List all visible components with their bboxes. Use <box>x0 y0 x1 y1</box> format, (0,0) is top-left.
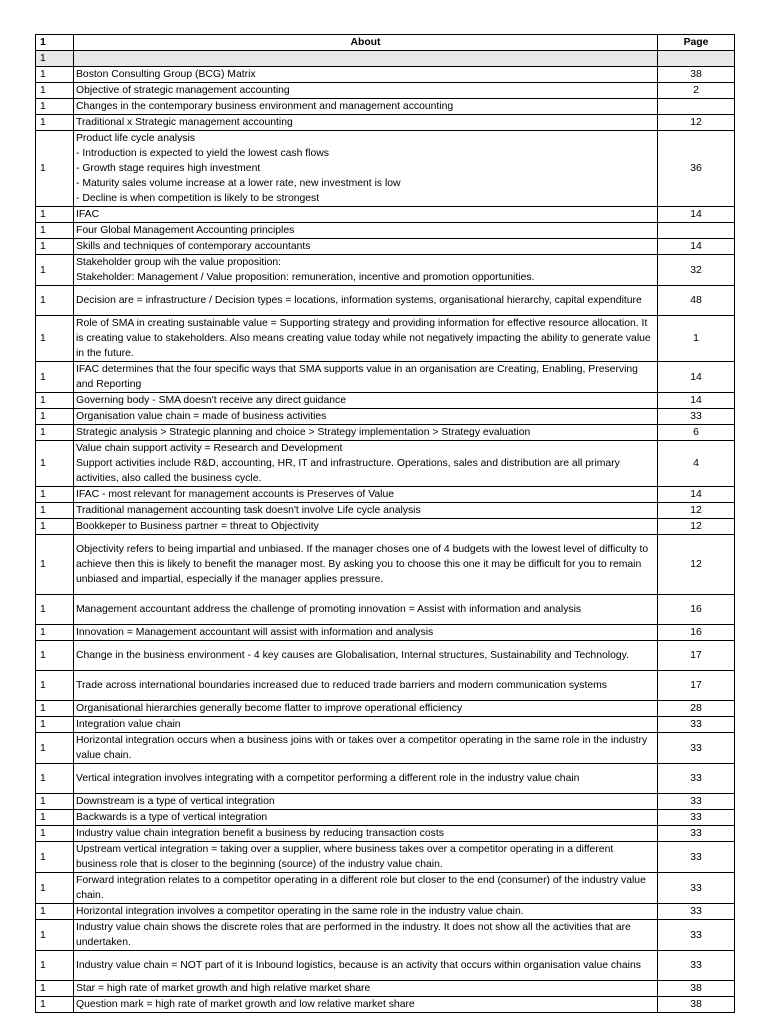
row-about: Integration value chain <box>74 717 658 733</box>
table-row <box>36 503 735 519</box>
notes-table <box>35 34 735 1013</box>
row-about: Backwards is a type of vertical integration <box>74 810 658 826</box>
table-row <box>36 595 735 625</box>
row-about: Boston Consulting Group (BCG) Matrix <box>74 67 658 83</box>
row-page: 38 <box>658 997 735 1013</box>
row-about: Change in the business environment - 4 key causes are Globalisation, Internal structures, Sustainability and Technology. <box>74 641 658 671</box>
row-number: 1 <box>36 255 74 286</box>
row-number: 1 <box>36 487 74 503</box>
row-page: 38 <box>658 67 735 83</box>
row-about: Question mark = high rate of market growth and low relative market share <box>74 997 658 1013</box>
row-number: 1 <box>36 997 74 1013</box>
table-row <box>36 920 735 951</box>
row-about: Bookkeper to Business partner = threat to Objectivity <box>74 519 658 535</box>
row-about: Decision are = infrastructure / Decision types = locations, information systems, organisational hierarchy, capital expenditure <box>74 286 658 316</box>
table-row <box>36 223 735 239</box>
row-page: 33 <box>658 842 735 873</box>
row-page: 2 <box>658 83 735 99</box>
row-about: Industry value chain shows the discrete roles that are performed in the industry. It does not show all the activities that are undertaken. <box>74 920 658 951</box>
row-number: 1 <box>36 131 74 207</box>
row-about: Forward integration relates to a competitor operating in a different role but closer to the end (consumer) of the industry value chain. <box>74 873 658 904</box>
row-page: 16 <box>658 595 735 625</box>
row-number: 1 <box>36 701 74 717</box>
table-row <box>36 535 735 595</box>
row-number: 1 <box>36 981 74 997</box>
row-page: 36 <box>658 131 735 207</box>
header-page: Page <box>658 35 735 51</box>
row-number: 1 <box>36 535 74 595</box>
row-about: Organisation value chain = made of business activities <box>74 409 658 425</box>
row-number: 1 <box>36 441 74 487</box>
row-page: 33 <box>658 873 735 904</box>
row-number: 1 <box>36 223 74 239</box>
row-about: Traditional x Strategic management accounting <box>74 115 658 131</box>
row-about: Product life cycle analysis - Introduction is expected to yield the lowest cash flows - Growth stage requires high investment - Maturity sales volume increase at a lower rate, new investment is low - Decline is when competition is likely to be strongest <box>74 131 658 207</box>
table-row <box>36 316 735 362</box>
table-row <box>36 733 735 764</box>
row-page: 14 <box>658 487 735 503</box>
row-about: Changes in the contemporary business environment and management accounting <box>74 99 658 115</box>
row-page: 33 <box>658 904 735 920</box>
row-about: Skills and techniques of contemporary accountants <box>74 239 658 255</box>
row-number: 1 <box>36 904 74 920</box>
table-row <box>36 115 735 131</box>
table-row <box>36 207 735 223</box>
row-number: 1 <box>36 794 74 810</box>
row-number: 1 <box>36 826 74 842</box>
table-row <box>36 826 735 842</box>
row-number: 1 <box>36 51 74 67</box>
row-number: 1 <box>36 99 74 115</box>
row-page <box>658 223 735 239</box>
row-page: 33 <box>658 717 735 733</box>
row-number: 1 <box>36 316 74 362</box>
row-number: 1 <box>36 239 74 255</box>
table-row <box>36 393 735 409</box>
table-row <box>36 286 735 316</box>
row-number: 1 <box>36 393 74 409</box>
row-number: 1 <box>36 873 74 904</box>
table-row <box>36 671 735 701</box>
row-number: 1 <box>36 67 74 83</box>
row-about: IFAC <box>74 207 658 223</box>
table-row <box>36 131 735 207</box>
row-about: Star = high rate of market growth and high relative market share <box>74 981 658 997</box>
row-page: 12 <box>658 535 735 595</box>
row-about: Industry value chain integration benefit a business by reducing transaction costs <box>74 826 658 842</box>
row-about: Strategic analysis > Strategic planning and choice > Strategy implementation > Strategy evaluation <box>74 425 658 441</box>
row-number: 1 <box>36 671 74 701</box>
row-page: 12 <box>658 115 735 131</box>
row-about: Traditional management accounting task doesn't involve Life cycle analysis <box>74 503 658 519</box>
row-page: 28 <box>658 701 735 717</box>
row-page: 14 <box>658 362 735 393</box>
row-about: Horizontal integration occurs when a business joins with or takes over a competitor operating in the same role in the industry value chain. <box>74 733 658 764</box>
row-number: 1 <box>36 362 74 393</box>
row-page <box>658 99 735 115</box>
row-about: Stakeholder group wih the value proposition: Stakeholder: Management / Value proposition: remuneration, incentive and promotion opportunities. <box>74 255 658 286</box>
table-row <box>36 425 735 441</box>
row-page: 17 <box>658 641 735 671</box>
table-row <box>36 51 735 67</box>
row-page: 12 <box>658 503 735 519</box>
table-row <box>36 519 735 535</box>
row-page: 33 <box>658 764 735 794</box>
row-number: 1 <box>36 625 74 641</box>
row-number: 1 <box>36 286 74 316</box>
row-page: 32 <box>658 255 735 286</box>
row-number: 1 <box>36 951 74 981</box>
row-page: 33 <box>658 733 735 764</box>
table-row <box>36 362 735 393</box>
row-about: Trade across international boundaries increased due to reduced trade barriers and modern communication systems <box>74 671 658 701</box>
row-page: 12 <box>658 519 735 535</box>
row-page: 4 <box>658 441 735 487</box>
row-about: Objective of strategic management accounting <box>74 83 658 99</box>
row-about: IFAC determines that the four specific ways that SMA supports value in an organisation are Creating, Enabling, Preserving and Reporting <box>74 362 658 393</box>
row-about: Vertical integration involves integrating with a competitor performing a different role in the industry value chain <box>74 764 658 794</box>
row-number: 1 <box>36 519 74 535</box>
row-about: Role of SMA in creating sustainable value = Supporting strategy and providing information for effective resource allocation. It is creating value to stakeholders. Also means creating value today while not negatively impacting the ability to generate value in the future. <box>74 316 658 362</box>
table-row <box>36 997 735 1013</box>
row-number: 1 <box>36 733 74 764</box>
row-about: Horizontal integration involves a competitor operating in the same role in the industry value chain. <box>74 904 658 920</box>
header-number: 1 <box>36 35 74 51</box>
row-number: 1 <box>36 920 74 951</box>
row-about: Governing body - SMA doesn't receive any direct guidance <box>74 393 658 409</box>
row-about: Upstream vertical integration = taking over a supplier, where business takes over a competitor operating in a different business role that is closer to the beginning (source) of the industry value chain. <box>74 842 658 873</box>
row-page: 6 <box>658 425 735 441</box>
row-about: Four Global Management Accounting principles <box>74 223 658 239</box>
row-page: 14 <box>658 239 735 255</box>
row-number: 1 <box>36 641 74 671</box>
row-about: IFAC - most relevant for management accounts is Preserves of Value <box>74 487 658 503</box>
row-number: 1 <box>36 207 74 223</box>
row-number: 1 <box>36 764 74 794</box>
row-about: Innovation = Management accountant will assist with information and analysis <box>74 625 658 641</box>
table-row <box>36 441 735 487</box>
table-row <box>36 810 735 826</box>
row-number: 1 <box>36 810 74 826</box>
table-row <box>36 99 735 115</box>
header-about: About <box>74 35 658 51</box>
table-row <box>36 764 735 794</box>
table-row <box>36 701 735 717</box>
row-about: Objectivity refers to being impartial and unbiased. If the manager choses one of 4 budgets with the lowest level of difficulty to achieve then this is likely to benefit the manager most. By asking you to choose this one it may be difficult for you to remain unbiased and impartial, especially if the manager applies pressure. <box>74 535 658 595</box>
row-page: 17 <box>658 671 735 701</box>
table-row <box>36 641 735 671</box>
row-number: 1 <box>36 717 74 733</box>
table-row <box>36 625 735 641</box>
table-row <box>36 83 735 99</box>
row-number: 1 <box>36 83 74 99</box>
row-number: 1 <box>36 425 74 441</box>
table-row <box>36 487 735 503</box>
row-about <box>74 51 658 67</box>
row-page: 33 <box>658 409 735 425</box>
table-row <box>36 904 735 920</box>
row-about: Management accountant address the challenge of promoting innovation = Assist with information and analysis <box>74 595 658 625</box>
row-about: Value chain support activity = Research and Development Support activities include R&D, accounting, HR, IT and infrastructure. Operations, sales and distribution are all primary activities, also called the business cycle. <box>74 441 658 487</box>
table-row <box>36 717 735 733</box>
table-row <box>36 255 735 286</box>
row-page: 48 <box>658 286 735 316</box>
table-row <box>36 67 735 83</box>
row-number: 1 <box>36 115 74 131</box>
table-row <box>36 951 735 981</box>
row-number: 1 <box>36 503 74 519</box>
row-page: 38 <box>658 981 735 997</box>
table-row <box>36 981 735 997</box>
table-header-row <box>36 35 735 51</box>
table-row <box>36 873 735 904</box>
row-page: 33 <box>658 951 735 981</box>
row-number: 1 <box>36 595 74 625</box>
row-number: 1 <box>36 409 74 425</box>
row-page: 14 <box>658 207 735 223</box>
row-page: 33 <box>658 920 735 951</box>
row-page: 1 <box>658 316 735 362</box>
table-row <box>36 239 735 255</box>
row-about: Organisational hierarchies generally become flatter to improve operational efficiency <box>74 701 658 717</box>
row-about: Industry value chain = NOT part of it is Inbound logistics, because is an activity that occurs within organisation value chains <box>74 951 658 981</box>
row-page: 33 <box>658 810 735 826</box>
table-row <box>36 842 735 873</box>
table-row <box>36 794 735 810</box>
row-page <box>658 51 735 67</box>
row-page: 33 <box>658 826 735 842</box>
row-about: Downstream is a type of vertical integration <box>74 794 658 810</box>
table-row <box>36 409 735 425</box>
row-page: 33 <box>658 794 735 810</box>
row-page: 14 <box>658 393 735 409</box>
row-page: 16 <box>658 625 735 641</box>
row-number: 1 <box>36 842 74 873</box>
